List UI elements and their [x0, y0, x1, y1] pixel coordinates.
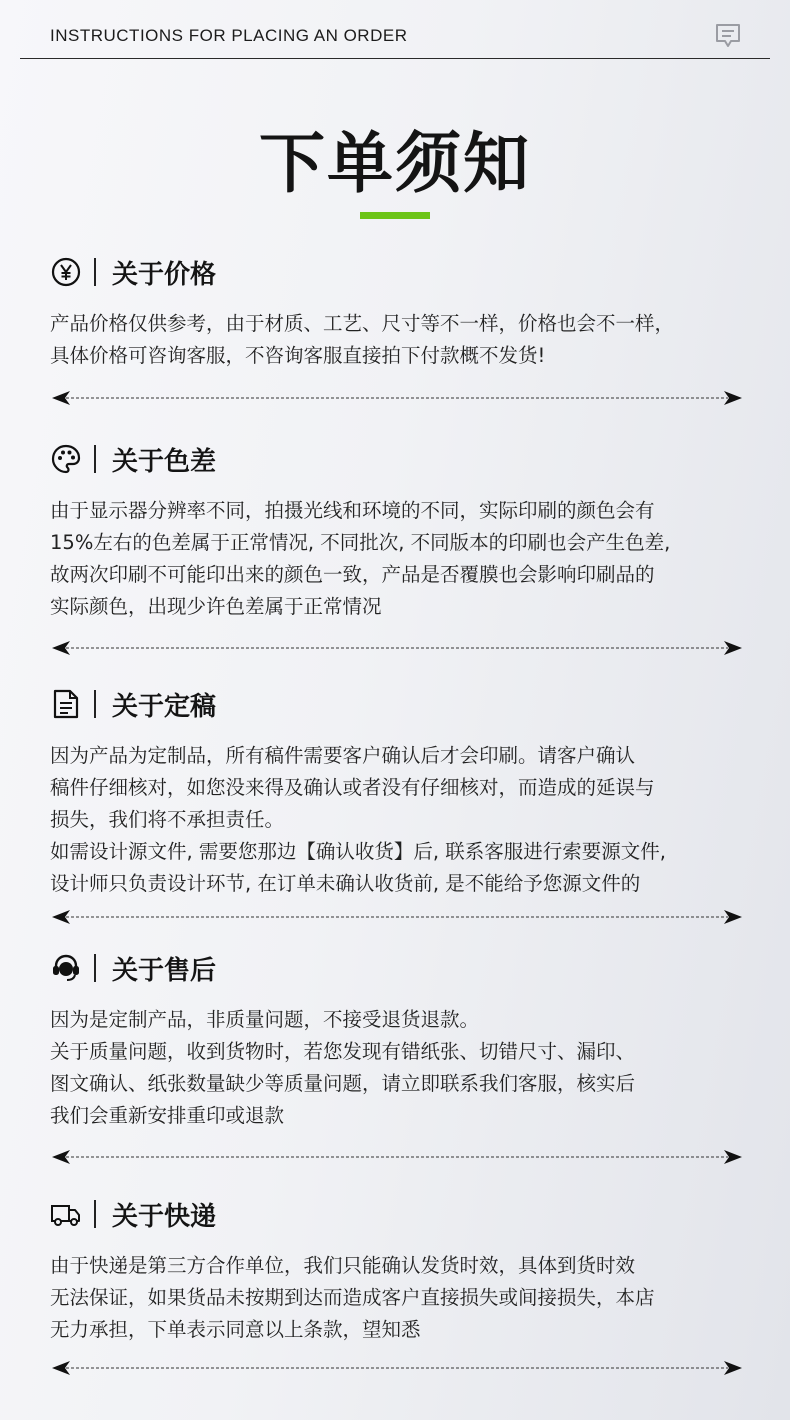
section-header	[50, 686, 750, 722]
header-bar	[20, 0, 770, 59]
section-body: 因为产品为定制品，所有稿件需要客户确认后才会印刷。请客户确认 稿件仔细核对，如您没来得及确认或者没有仔细核对，而造成的延误与 损失，我们将不承担责任。 如需设计源文件, 需要您那边【确认收货】后, 联系客服进行索要源文件, 设计师只负责设计环节, 在订单未确认收货前, 是不能给予您源文件的	[50, 744, 666, 895]
section-separator	[94, 445, 96, 473]
dashed-arrow-divider	[52, 1147, 742, 1167]
section-title: 关于价格	[112, 260, 217, 290]
header-title: INSTRUCTIONS FOR PLACING AN ORDER	[50, 26, 408, 45]
section-title: 关于快递	[112, 1202, 217, 1232]
palette-icon	[50, 443, 82, 475]
dashed-arrow-divider	[52, 1358, 742, 1378]
dashed-arrow-divider	[52, 907, 742, 927]
title-accent-bar	[360, 212, 430, 219]
section-title: 关于定稿	[112, 692, 217, 722]
section-body: 由于显示器分辨率不同，拍摄光线和环境的不同，实际印刷的颜色会有 15%左右的色差属于正常情况, 不同批次, 不同版本的印刷也会产生色差, 故两次印刷不可能印出来的颜色一致，产品是否覆膜也会影响印刷品的 实际颜色，出现少许色差属于正常情况	[50, 499, 671, 618]
section-price	[50, 254, 750, 372]
section-after-sales	[50, 950, 750, 1132]
yen-circle-icon	[50, 256, 82, 288]
section-separator	[94, 258, 96, 286]
section-separator	[94, 954, 96, 982]
page-title: 下单须知	[259, 125, 531, 202]
section-separator	[94, 1200, 96, 1228]
section-color	[50, 441, 750, 623]
section-final-draft	[50, 686, 750, 900]
section-body: 由于快递是第三方合作单位，我们只能确认发货时效，具体到货时效 无法保证，如果货品未按期到达而造成客户直接损失或间接损失，本店 无力承担，下单表示同意以上条款，望知悉	[50, 1254, 655, 1341]
section-header	[50, 1196, 750, 1232]
dashed-arrow-divider	[52, 388, 742, 408]
section-header	[50, 441, 750, 477]
section-title: 关于售后	[112, 956, 217, 986]
section-header	[50, 254, 750, 290]
section-header	[50, 950, 750, 986]
section-body: 因为是定制产品，非质量问题，不接受退货退款。 关于质量问题，收到货物时，若您发现有错纸张、切错尺寸、漏印、 图文确认、纸张数量缺少等质量问题，请立即联系我们客服，核实后 我们会重新安排重印或退款	[50, 1008, 636, 1127]
section-title: 关于色差	[112, 447, 217, 477]
section-separator	[94, 690, 96, 718]
section-body: 产品价格仅供参考，由于材质、工艺、尺寸等不一样，价格也会不一样， 具体价格可咨询客服，不咨询客服直接拍下付款概不发货!	[50, 312, 675, 367]
chat-message-icon	[714, 22, 742, 50]
headset-icon	[50, 952, 82, 984]
section-shipping	[50, 1196, 750, 1346]
dashed-arrow-divider	[52, 638, 742, 658]
delivery-truck-icon	[50, 1198, 82, 1230]
document-icon	[50, 688, 82, 720]
